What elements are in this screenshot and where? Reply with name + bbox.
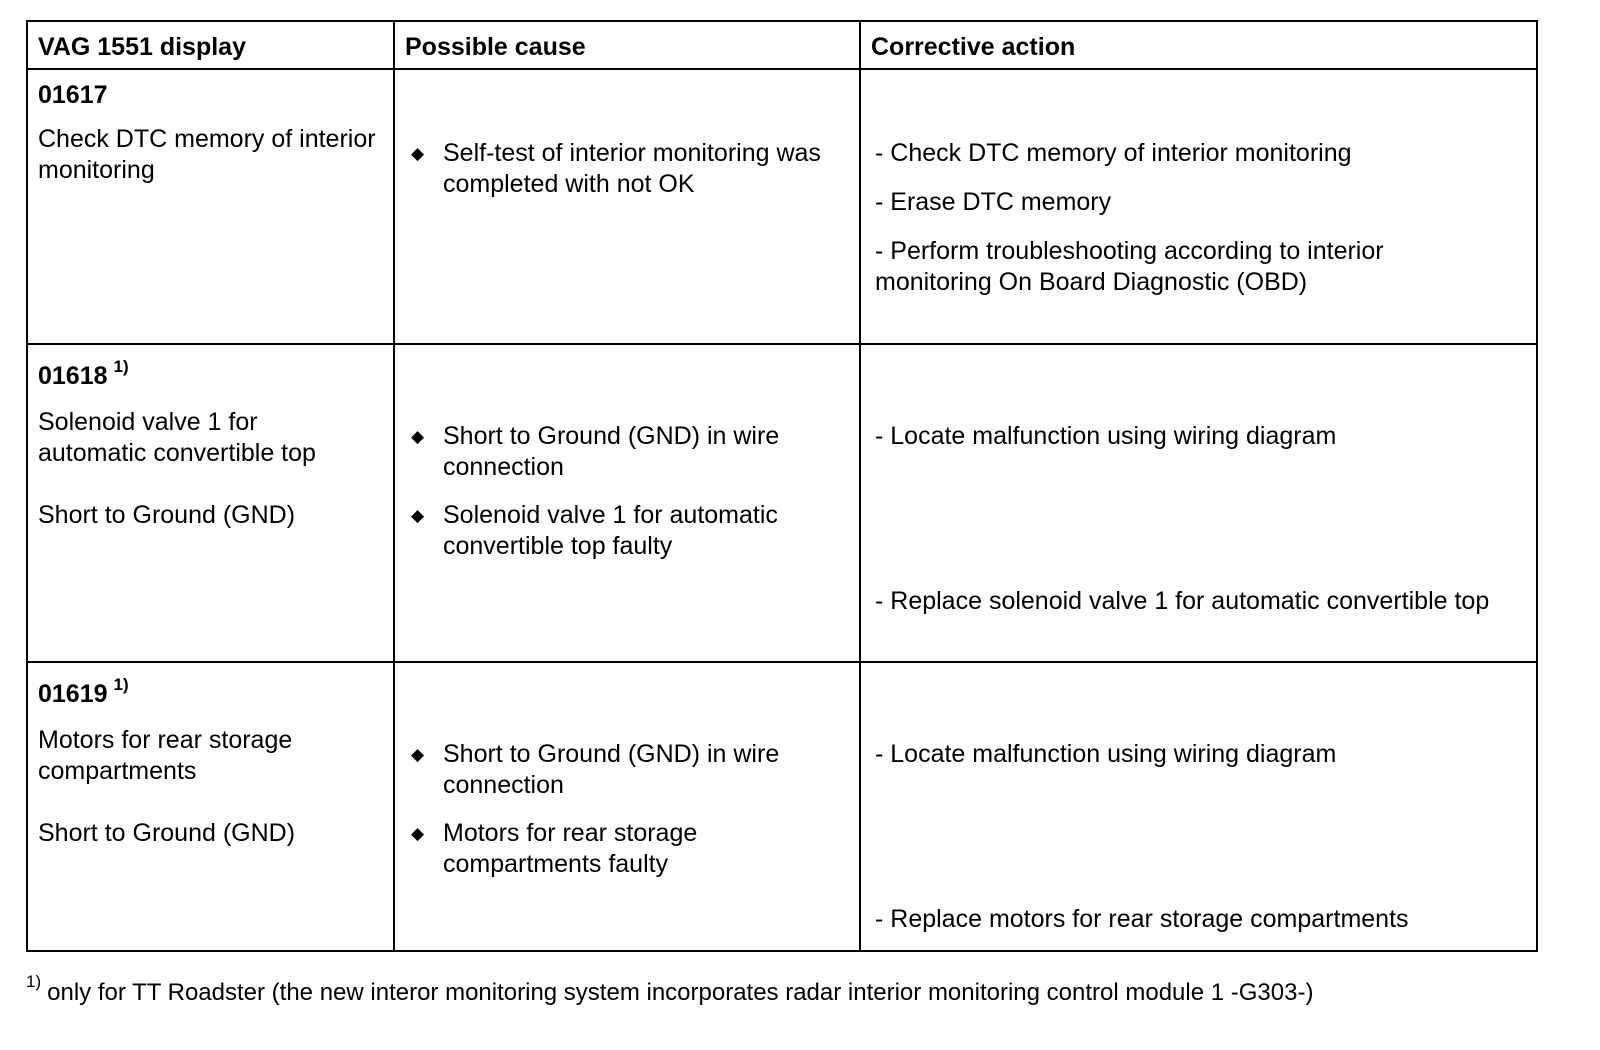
cause-cell [394, 662, 860, 951]
cause-text: Self-test of interior monitoring was completed with not OK [443, 139, 821, 198]
diamond-bullet-icon: ◆ [411, 824, 425, 843]
dtc-code-number: 01618 [38, 362, 108, 390]
dtc-code [38, 674, 129, 710]
table-row [27, 69, 1537, 344]
cause-item [411, 421, 831, 483]
display-cell [27, 69, 394, 344]
display-text: Solenoid valve 1 for automatic convertible top [38, 408, 316, 467]
display-cell [27, 344, 394, 662]
display-text: Short to Ground (GND) [38, 501, 296, 529]
display-text: Short to Ground (GND) [38, 819, 296, 847]
dtc-code [38, 356, 129, 392]
cause-item [411, 739, 831, 801]
cause-item [411, 138, 831, 200]
action-item: - Locate malfunction using wiring diagram [875, 422, 1337, 450]
dtc-code-number: 01619 [38, 680, 108, 708]
table-header-row [27, 21, 1537, 69]
diamond-bullet-icon: ◆ [411, 427, 425, 446]
action-cell [860, 69, 1537, 344]
diamond-bullet-icon: ◆ [411, 506, 425, 525]
display-cell [27, 662, 394, 951]
header-vag-display: VAG 1551 display [27, 21, 394, 69]
dtc-code-number: 01617 [38, 81, 108, 109]
diamond-bullet-icon: ◆ [411, 745, 425, 764]
action-item: - Erase DTC memory [875, 188, 1112, 216]
header-possible-cause: Possible cause [394, 21, 860, 69]
table-row [27, 662, 1537, 951]
action-cell [860, 344, 1537, 662]
table-row [27, 344, 1537, 662]
action-cell [860, 662, 1537, 951]
footnote-text: only for TT Roadster (the new interor monitoring system incorporates radar interior monitoring control module 1 -G303-) [47, 979, 1314, 1006]
cause-text: Motors for rear storage compartments faulty [443, 819, 698, 878]
footnote-mark: 1) [113, 356, 129, 376]
diamond-bullet-icon: ◆ [411, 144, 425, 163]
action-item: - Replace motors for rear storage compartments [875, 905, 1409, 933]
action-item: - Perform troubleshooting according to interior monitoring On Board Diagnostic (OBD) [875, 237, 1384, 296]
cause-cell [394, 69, 860, 344]
action-item: - Locate malfunction using wiring diagram [875, 740, 1337, 768]
action-item: - Replace solenoid valve 1 for automatic convertible top [875, 587, 1490, 615]
cause-item [411, 500, 831, 562]
dtc-code [38, 80, 108, 111]
cause-item [411, 818, 831, 880]
dtc-table [26, 20, 1538, 952]
display-text: Motors for rear storage compartments [38, 726, 293, 785]
action-item: - Check DTC memory of interior monitoring [875, 139, 1352, 167]
footnote-mark: 1) [26, 972, 42, 991]
footnote [26, 972, 1314, 1008]
footnote-mark: 1) [113, 674, 129, 694]
cause-cell [394, 344, 860, 662]
cause-text: Solenoid valve 1 for automatic convertible top faulty [443, 501, 778, 560]
header-corrective-action: Corrective action [860, 21, 1537, 69]
cause-text: Short to Ground (GND) in wire connection [443, 422, 780, 481]
cause-text: Short to Ground (GND) in wire connection [443, 740, 780, 799]
display-text: Check DTC memory of interior monitoring [38, 125, 376, 184]
